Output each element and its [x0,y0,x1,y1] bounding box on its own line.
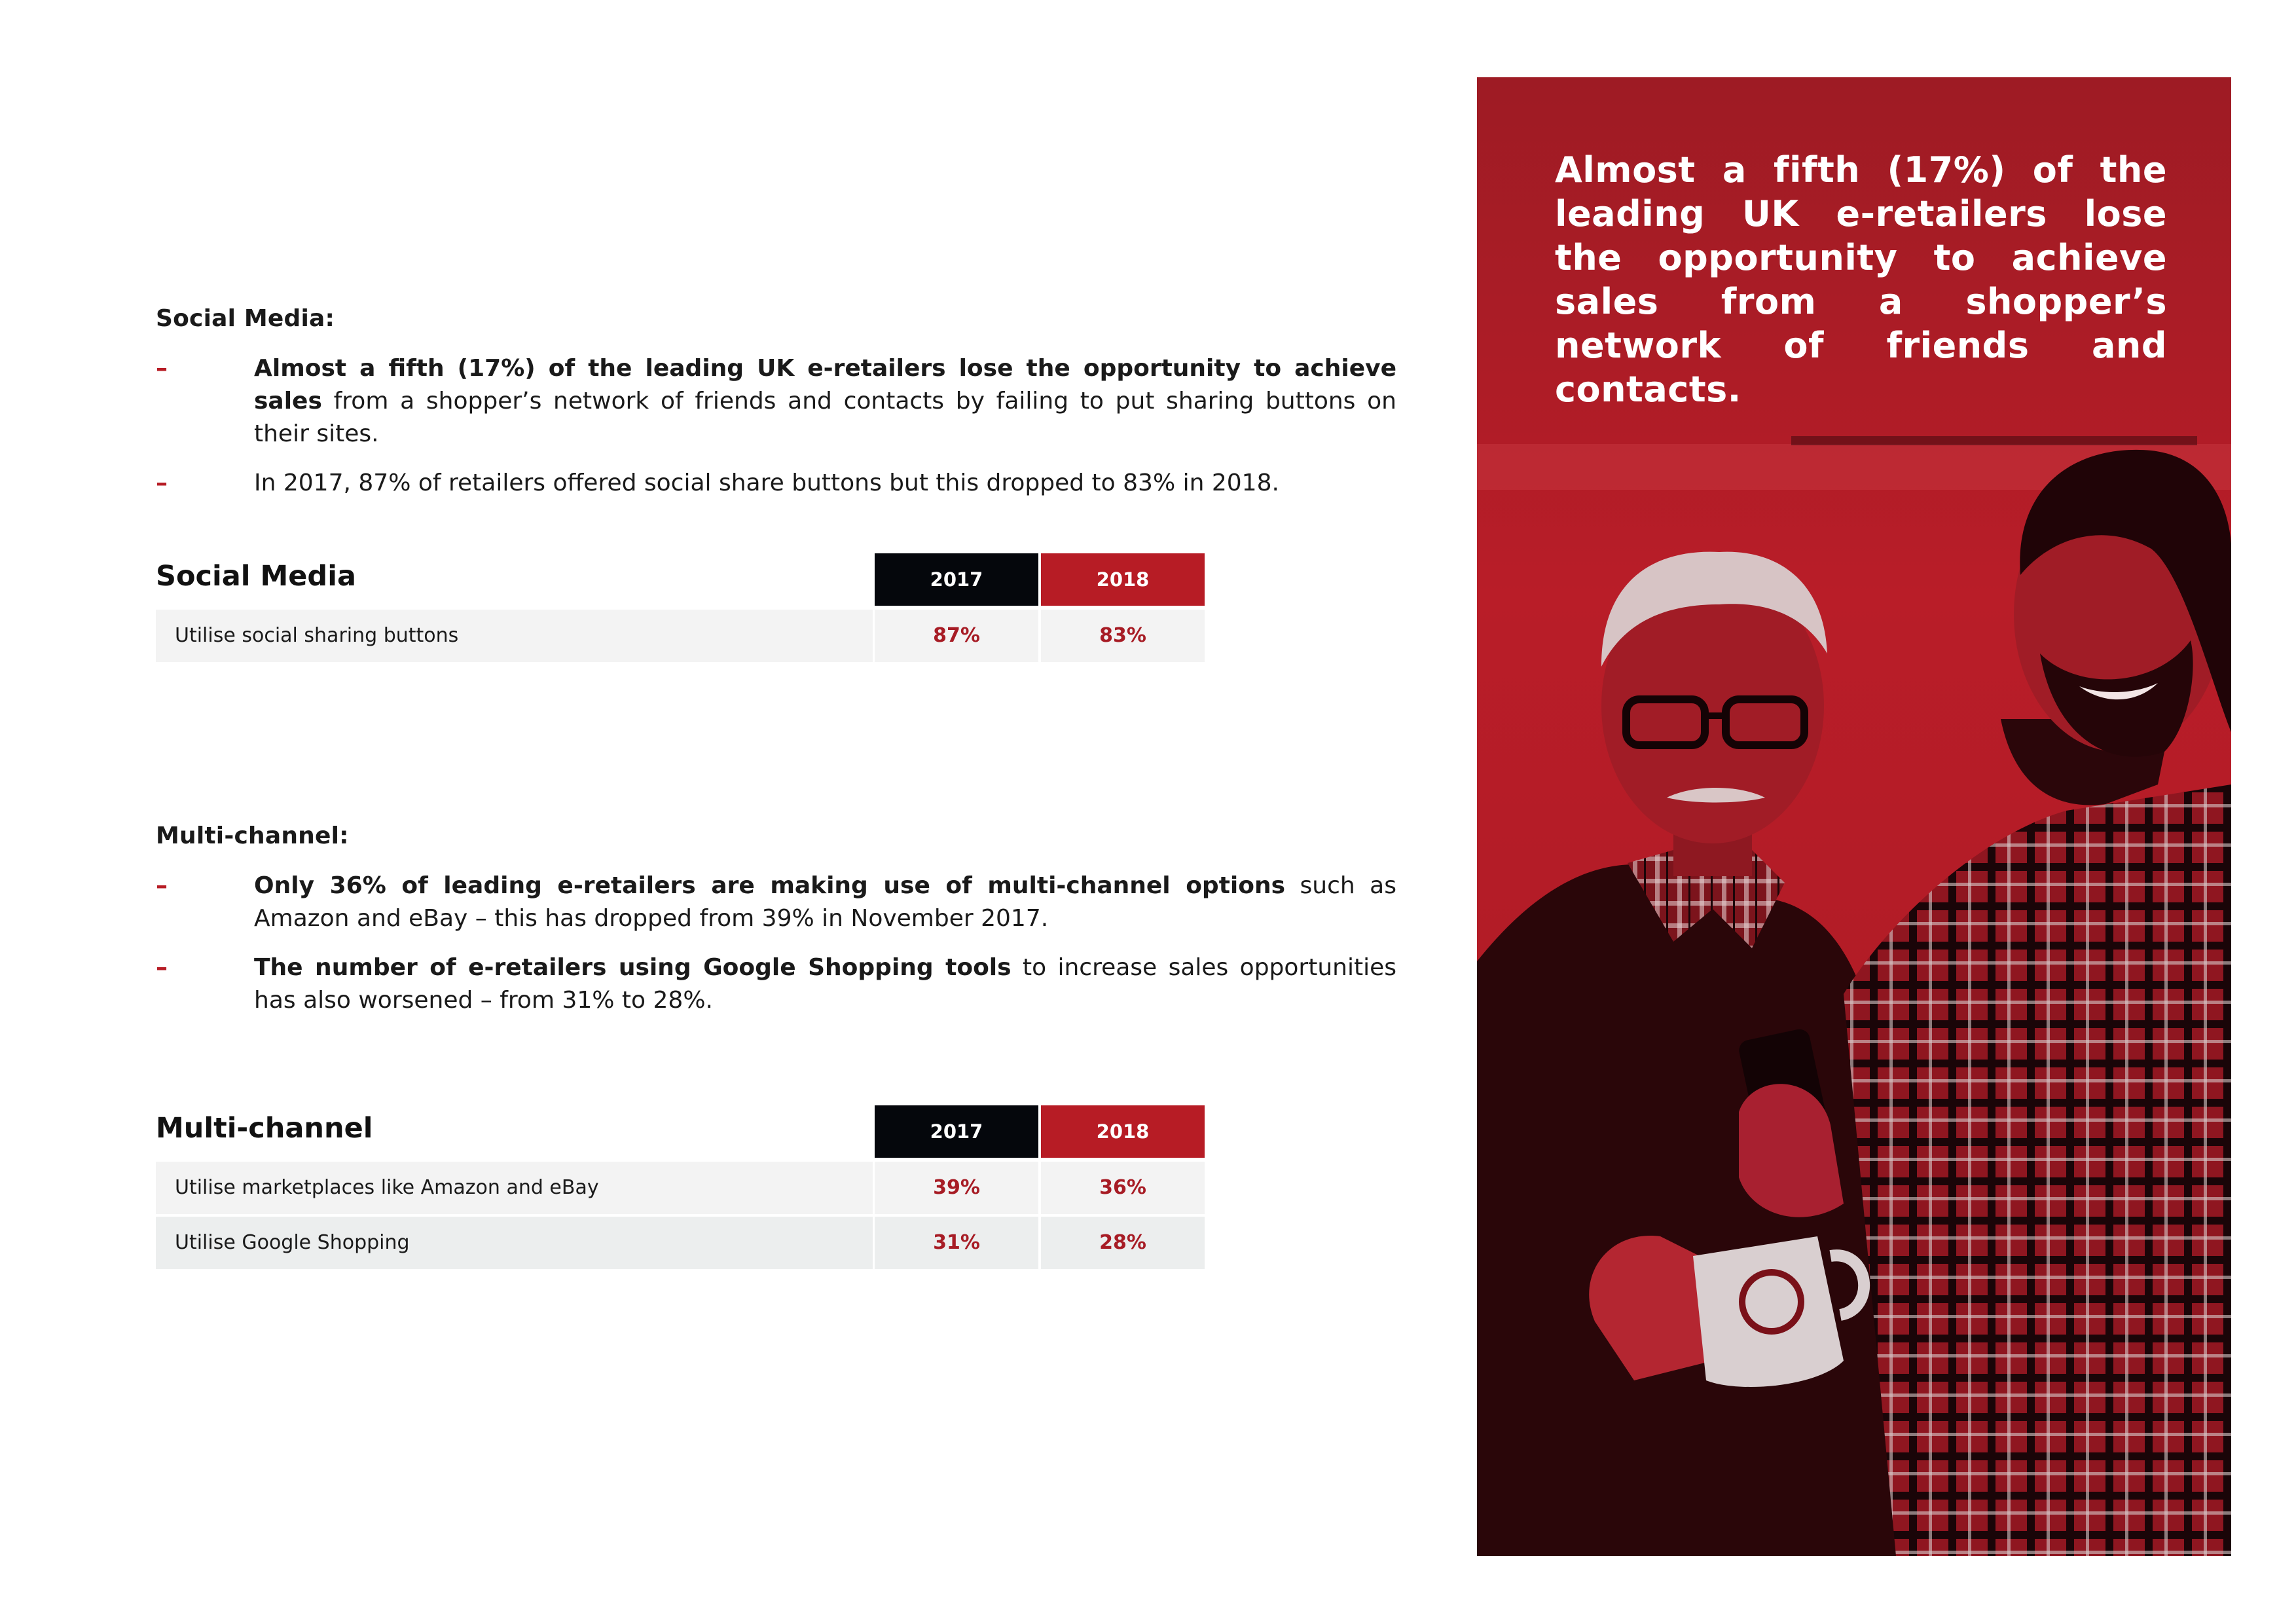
value-2017: 31% [875,1217,1038,1269]
value-2018: 28% [1041,1217,1205,1269]
year-2018-header: 2018 [1041,1105,1205,1158]
bullet-bold-text: Almost a fifth (17%) of the leading UK e-retailers lose the opportunity to achieve sales [254,355,1396,415]
list-item [156,951,1396,1017]
bullet-dash: – [156,470,168,496]
bullet-text: such as Amazon and eBay – this has dropped from 39% in November 2017. [254,872,1396,932]
multi-channel-heading: Multi-channel: [156,822,349,849]
value-2018: 83% [1041,610,1205,662]
row-label: Utilise marketplaces like Amazon and eBay [156,1162,873,1214]
social-media-heading: Social Media: [156,305,335,332]
table-title: Social Media [156,560,356,593]
year-2018-header: 2018 [1041,553,1205,606]
table-row [156,610,1205,662]
social-media-bullets [156,352,1396,516]
social-media-table [156,553,1205,662]
bullet-dash: – [156,355,168,382]
list-item [156,467,1396,500]
row-label: Utilise Google Shopping [156,1217,873,1269]
year-2017-header: 2017 [875,553,1038,606]
bullet-text: to increase sales opportunities has also worsened – from 31% to 28%. [254,954,1397,1014]
bullet-bold-text: The number of e-retailers using Google Shopping tools [254,954,1011,981]
bullet-dash: – [156,954,168,981]
bullet-text: In 2017, 87% of retailers offered social share buttons but this dropped to 83% in 2018. [254,470,1279,496]
table-row [156,1162,1205,1214]
photo-panel [1477,77,2231,1556]
list-item [156,870,1396,935]
bullet-text: from a shopper’s network of friends and contacts by failing to put sharing buttons on their sites. [254,388,1396,447]
table-header [156,1105,1205,1159]
value-2017: 39% [875,1162,1038,1214]
table-row [156,1217,1205,1269]
value-2017: 87% [875,610,1038,662]
panel-quote: Almost a fifth (17%) of the leading UK e-retailers lose the opportunity to achieve sales from a shopper’s network of friends and contacts. [1555,149,2167,410]
table-header [156,553,1205,607]
table-title: Multi-channel [156,1112,373,1145]
list-item [156,352,1396,451]
multi-channel-table [156,1105,1205,1269]
bullet-bold-text: Only 36% of leading e-retailers are making use of multi-channel options [254,872,1286,899]
multi-channel-bullets [156,870,1396,1033]
year-2017-header: 2017 [875,1105,1038,1158]
value-2018: 36% [1041,1162,1205,1214]
bullet-dash: – [156,872,168,899]
row-label: Utilise social sharing buttons [156,610,873,662]
